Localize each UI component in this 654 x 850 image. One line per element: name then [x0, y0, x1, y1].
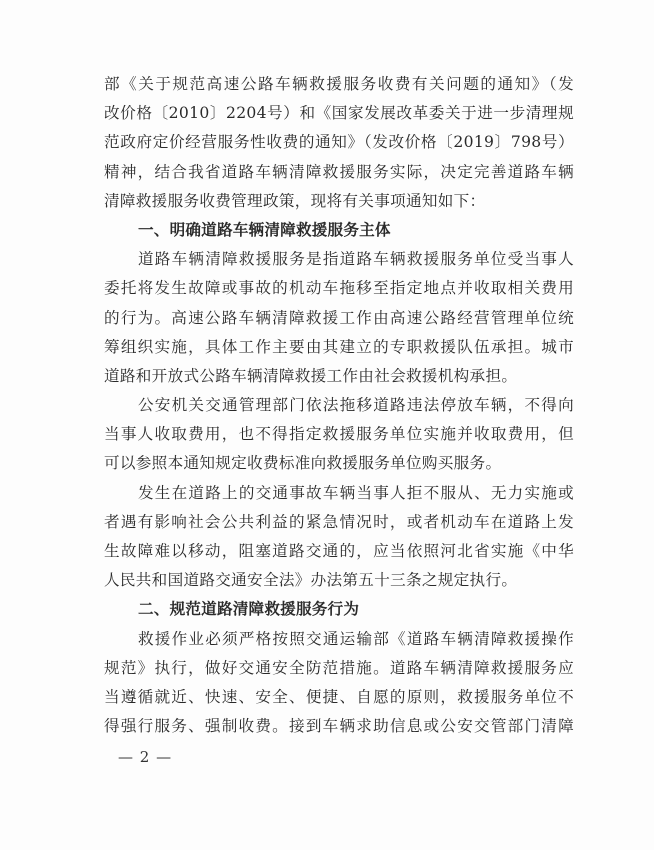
text-line: 道路车辆清障救援服务是指道路车辆救援服务单位受当事人 [138, 250, 574, 269]
text-line: 当遵循就近、快速、安全、便捷、自愿的原则，救援服务单位不 [104, 687, 574, 706]
section-heading-1: 一、明确道路车辆清障救援服务主体 [138, 220, 391, 239]
section-heading-2: 二、规范道路清障救援服务行为 [138, 600, 360, 619]
text-line: 精神，结合我省道路车辆清障救援服务实际，决定完善道路车辆 [104, 162, 574, 181]
text-line: 道路和开放式公路车辆清障救援工作由社会救援机构承担。 [104, 366, 518, 385]
text-line: 的行为。高速公路车辆清障救援工作由高速公路经营管理单位统 [104, 308, 574, 327]
text-line: 人民共和国道路交通安全法》办法第五十三条之规定执行。 [104, 571, 518, 590]
text-line: 可以参照本通知规定收费标准向救援服务单位购买服务。 [104, 454, 502, 473]
text-line: 筹组织实施，具体工作主要由其建立的专职救援队伍承担。城市 [104, 337, 574, 356]
text-line: 范政府定价经营服务性收费的通知》（发改价格〔2019〕798号） [104, 133, 574, 152]
text-line: 改价格〔2010〕2204号）和《国家发展改革委关于进一步清理规 [104, 104, 574, 123]
document-body [104, 70, 574, 741]
text-line: 救援作业必须严格按照交通运输部《道路车辆清障救援操作 [138, 629, 574, 648]
text-line: 者遇有影响社会公共利益的紧急情况时，或者机动车在道路上发 [104, 512, 574, 531]
text-line: 委托将发生故障或事故的机动车拖移至指定地点并收取相关费用 [104, 279, 574, 298]
text-line: 发生在道路上的交通事故车辆当事人拒不服从、无力实施或 [138, 483, 574, 502]
text-line: 公安机关交通管理部门依法拖移道路违法停放车辆，不得向 [138, 396, 574, 415]
text-line: 得强行服务、强制收费。接到车辆求助信息或公安交管部门清障 [104, 717, 574, 736]
text-line: 当事人收取费用，也不得指定救援服务单位实施并收取费用，但 [104, 425, 574, 444]
text-line: 清障救援服务收费管理政策，现将有关事项通知如下： [104, 191, 486, 210]
text-line: 生故障难以移动，阻塞道路交通的，应当依照河北省实施《中华 [104, 542, 574, 560]
text-line: 部《关于规范高速公路车辆救援服务收费有关问题的通知》（发 [104, 75, 574, 93]
page-number: — 2 — [118, 748, 173, 766]
text-line: 规范》执行，做好交通安全防范措施。道路车辆清障救援服务应 [104, 658, 574, 677]
